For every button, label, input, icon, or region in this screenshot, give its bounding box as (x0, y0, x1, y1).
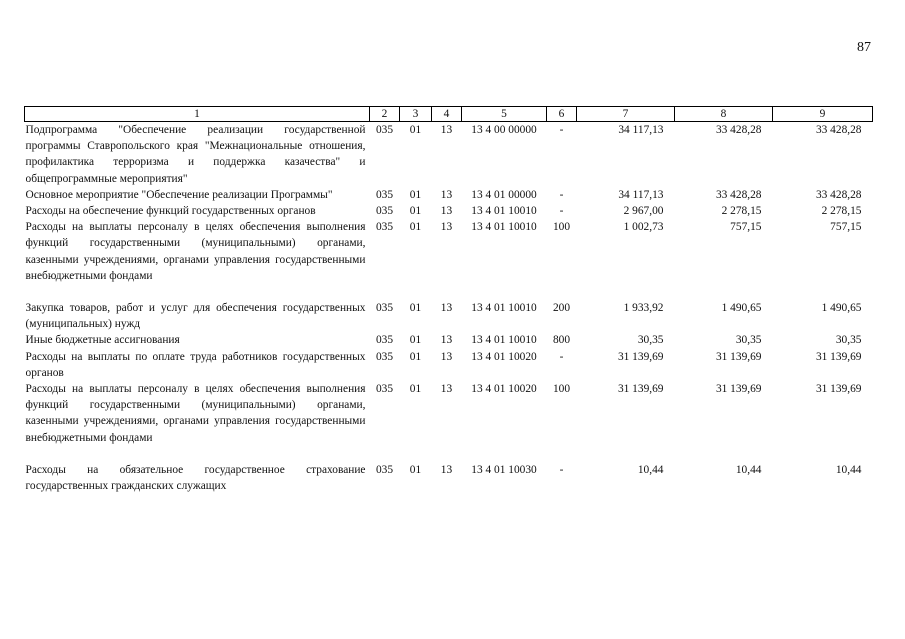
cell-type: 200 (552, 302, 571, 315)
cell-subsection: 13 (440, 383, 453, 396)
cell-amount: 30,35 (637, 334, 664, 347)
row-name: Расходы на обязательное государственное страхование государственных гражданских служащих (25, 463, 366, 493)
cell-subsection: 13 (440, 463, 453, 476)
cell-type: - (559, 463, 564, 476)
cell-section: 01 (409, 124, 422, 136)
row-name: Иные бюджетные ассигнования (25, 334, 180, 347)
page-number: 87 (857, 40, 871, 55)
cell-target: 13 4 01 10020 (471, 383, 537, 396)
column-header: 3 (400, 107, 432, 122)
table-row (25, 300, 873, 332)
cell-subsection: 13 (440, 334, 453, 347)
cell-type: - (559, 124, 564, 136)
cell-subsection: 13 (440, 205, 453, 218)
column-header: 7 (577, 107, 675, 122)
cell-amount: 10,44 (735, 463, 762, 476)
cell-amount: 31 139,69 (715, 350, 762, 363)
row-name: Закупка товаров, работ и услуг для обеспечения государственных (муниципальных) нужд (25, 302, 366, 331)
column-header: 6 (547, 107, 577, 122)
cell-amount: 757,15 (730, 221, 762, 234)
cell-amount: 31 139,69 (815, 383, 862, 396)
cell-amount: 10,44 (637, 463, 664, 476)
cell-amount: 2 967,00 (623, 205, 664, 218)
cell-amount: 1 490,65 (721, 302, 762, 315)
cell-amount: 30,35 (735, 334, 762, 347)
cell-section: 01 (409, 383, 422, 396)
cell-subsection: 13 (440, 350, 453, 363)
cell-code: 035 (375, 463, 394, 476)
cell-type: - (559, 205, 564, 218)
cell-target: 13 4 01 10010 (471, 334, 537, 347)
cell-type: - (559, 350, 564, 363)
table-row (25, 381, 873, 446)
cell-type: - (559, 188, 564, 201)
cell-section: 01 (409, 350, 422, 363)
column-header: 8 (675, 107, 773, 122)
column-header: 2 (370, 107, 400, 122)
cell-target: 13 4 01 10030 (471, 463, 537, 476)
cell-code: 035 (375, 350, 394, 363)
cell-amount: 31 139,69 (617, 383, 664, 396)
column-header: 5 (462, 107, 547, 122)
table-row (25, 122, 873, 187)
row-name: Основное мероприятие "Обеспечение реализации Программы" (25, 188, 333, 201)
cell-amount: 2 278,15 (721, 205, 762, 218)
cell-amount: 10,44 (835, 463, 862, 476)
cell-amount: 1 002,73 (623, 221, 664, 234)
table-row (25, 219, 873, 284)
cell-type: 100 (552, 221, 571, 234)
cell-code: 035 (375, 205, 394, 218)
table-row (25, 462, 873, 494)
cell-code: 035 (375, 221, 394, 234)
cell-amount: 33 428,28 (715, 188, 762, 201)
cell-type: 100 (552, 383, 571, 396)
cell-amount: 30,35 (835, 334, 862, 347)
cell-target: 13 4 01 10020 (471, 350, 537, 363)
cell-code: 035 (375, 124, 394, 136)
cell-subsection: 13 (440, 188, 453, 201)
cell-target: 13 4 01 00000 (471, 188, 537, 201)
cell-code: 035 (375, 383, 394, 396)
cell-amount: 33 428,28 (715, 124, 762, 136)
cell-target: 13 4 01 10010 (471, 302, 537, 315)
cell-section: 01 (409, 302, 422, 315)
spacer-row (25, 284, 873, 300)
cell-amount: 33 428,28 (815, 124, 862, 136)
cell-amount: 33 428,28 (815, 188, 862, 201)
column-header: 9 (773, 107, 873, 122)
column-header: 4 (432, 107, 462, 122)
cell-subsection: 13 (440, 302, 453, 315)
cell-target: 13 4 01 10010 (471, 221, 537, 234)
cell-amount: 1 490,65 (821, 302, 862, 315)
cell-section: 01 (409, 205, 422, 218)
cell-subsection: 13 (440, 221, 453, 234)
row-name: Расходы на обеспечение функций государственных органов (25, 205, 316, 218)
cell-section: 01 (409, 334, 422, 347)
cell-section: 01 (409, 463, 422, 476)
cell-code: 035 (375, 188, 394, 201)
budget-table (24, 106, 873, 494)
cell-section: 01 (409, 188, 422, 201)
cell-amount: 31 139,69 (617, 350, 664, 363)
cell-target: 13 4 01 10010 (471, 205, 537, 218)
cell-section: 01 (409, 221, 422, 234)
cell-amount: 31 139,69 (815, 350, 862, 363)
row-name: Подпрограмма "Обеспечение реализации государственной программы Ставропольского края "Межнациональные отношения, профилактика терроризма и поддержка казачества" и общепрограммные мероприятия" (25, 124, 366, 185)
cell-target: 13 4 00 00000 (471, 124, 537, 136)
cell-amount: 34 117,13 (618, 124, 664, 136)
cell-subsection: 13 (440, 124, 453, 136)
cell-type: 800 (552, 334, 571, 347)
column-header: 1 (25, 107, 370, 122)
row-name: Расходы на выплаты персоналу в целях обеспечения выполнения функций государственными (муниципальными) органами, казенными учреждениями, органами управления государственными внебюджетными фондами (25, 383, 366, 444)
spacer-row (25, 446, 873, 462)
table-row (25, 203, 873, 219)
cell-amount: 34 117,13 (618, 188, 664, 201)
row-name: Расходы на выплаты по оплате труда работников государственных органов (25, 350, 366, 379)
cell-amount: 1 933,92 (623, 302, 664, 315)
table-row (25, 332, 873, 348)
cell-code: 035 (375, 334, 394, 347)
header-row (25, 107, 873, 122)
cell-amount: 2 278,15 (821, 205, 862, 218)
cell-code: 035 (375, 302, 394, 315)
cell-amount: 31 139,69 (715, 383, 762, 396)
table-row (25, 187, 873, 203)
table-row (25, 349, 873, 381)
row-name: Расходы на выплаты персоналу в целях обеспечения выполнения функций государственными (муниципальными) органами, казенными учреждениями, органами управления государственными внебюджетными фондами (25, 221, 366, 282)
cell-amount: 757,15 (830, 221, 862, 234)
